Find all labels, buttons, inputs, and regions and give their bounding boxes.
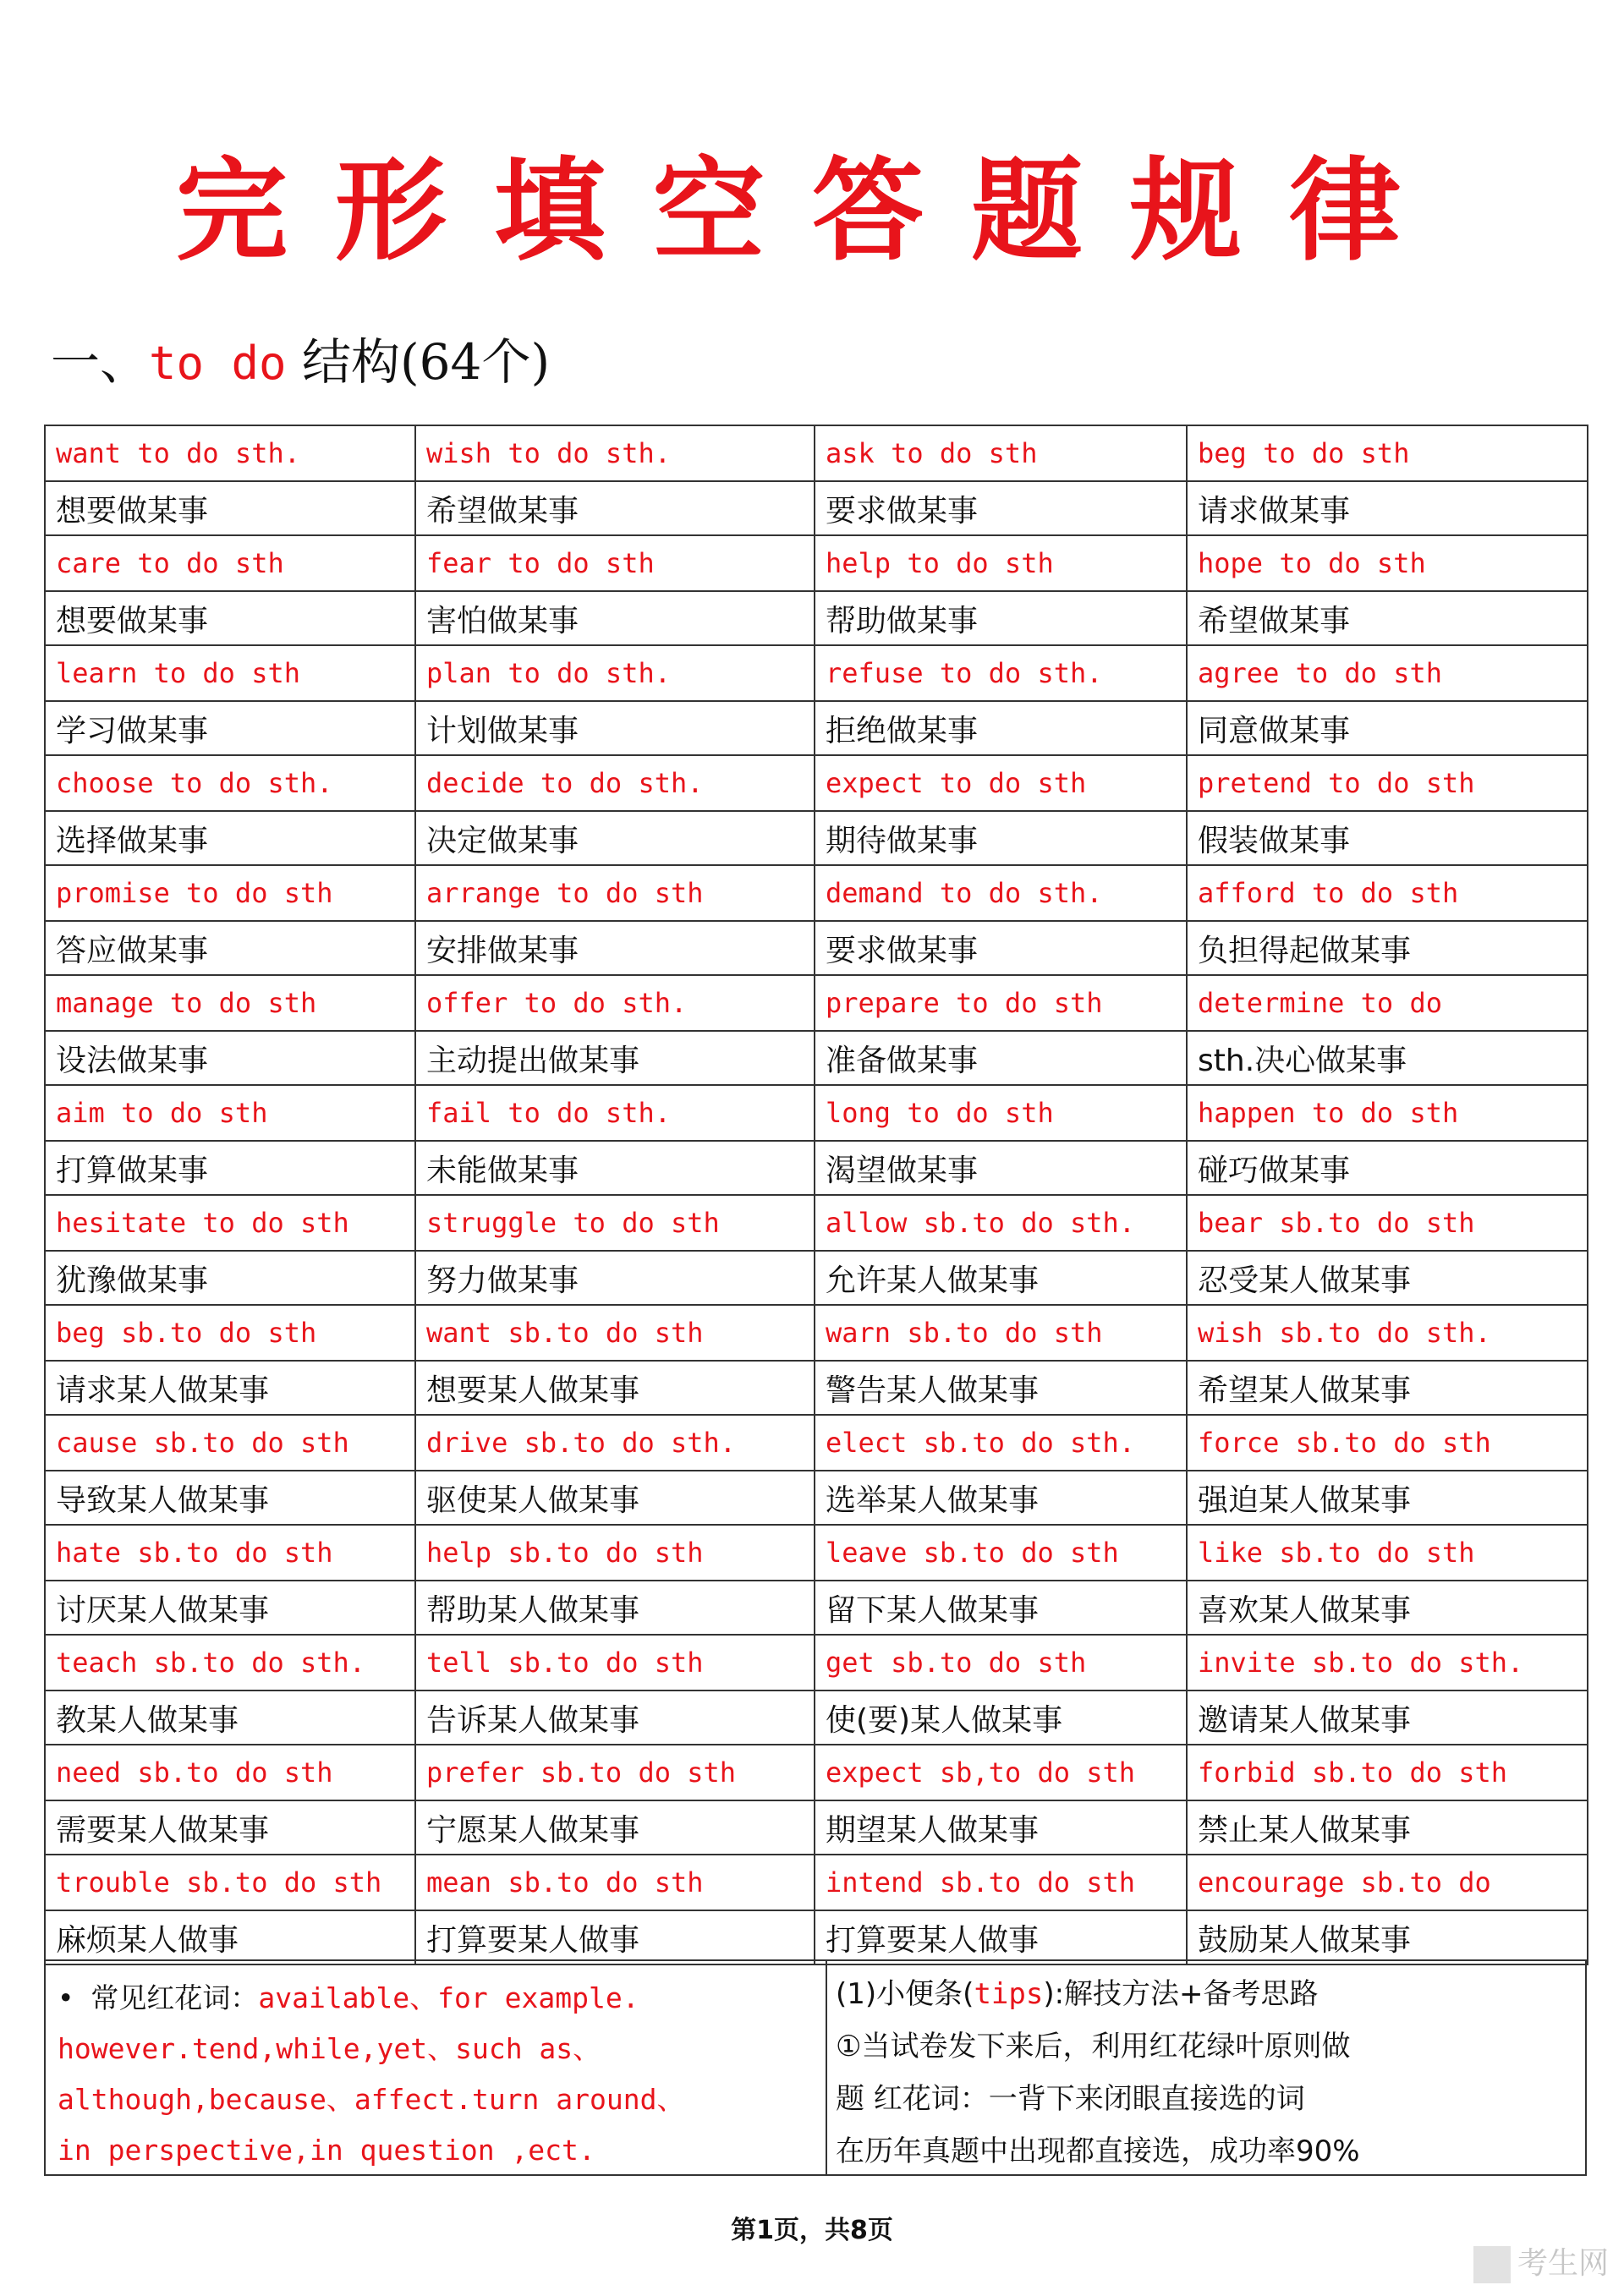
red-words-line-1: available、for example. bbox=[258, 1981, 639, 2014]
table-row-chinese bbox=[45, 1251, 1588, 1305]
phrase-chinese: 努力做某事 bbox=[415, 1251, 815, 1305]
phrase-english: long to do sth bbox=[815, 1085, 1187, 1141]
table-row-english bbox=[45, 535, 1588, 591]
phrase-chinese: 假装做某事 bbox=[1187, 811, 1588, 865]
phrase-chinese: 渴望做某事 bbox=[815, 1141, 1187, 1195]
phrase-english: invite sb.to do sth. bbox=[1187, 1635, 1588, 1690]
phrase-english: help to do sth bbox=[815, 535, 1187, 591]
phrase-chinese: 选举某人做某事 bbox=[815, 1471, 1187, 1525]
phrase-english: get sb.to do sth bbox=[815, 1635, 1187, 1690]
table-row-english bbox=[45, 755, 1588, 811]
phrase-english: teach sb.to do sth. bbox=[45, 1635, 415, 1690]
tips-line-3: 题 红花词：一背下来闭眼直接选的词 bbox=[836, 2082, 1305, 2116]
phrase-english: ask to do sth bbox=[815, 425, 1187, 481]
phrase-chinese: 想要做某事 bbox=[45, 591, 415, 645]
phrase-chinese: sth.决心做某事 bbox=[1187, 1031, 1588, 1085]
phrase-english: tell sb.to do sth bbox=[415, 1635, 815, 1690]
section-keyword: to do bbox=[149, 337, 287, 390]
phrase-english: wish to do sth. bbox=[415, 425, 815, 481]
phrase-english: beg sb.to do sth bbox=[45, 1305, 415, 1361]
phrase-english: prepare to do sth bbox=[815, 975, 1187, 1031]
phrase-chinese: 希望做某事 bbox=[415, 481, 815, 535]
phrase-chinese: 犹豫做某事 bbox=[45, 1251, 415, 1305]
table-row-chinese bbox=[45, 1141, 1588, 1195]
section-title: 结构(64个) bbox=[302, 333, 551, 391]
table-row-english bbox=[45, 645, 1588, 701]
table-row-english bbox=[45, 975, 1588, 1031]
phrase-chinese: 帮助做某事 bbox=[815, 591, 1187, 645]
table-row-chinese bbox=[45, 1690, 1588, 1745]
phrase-english: want sb.to do sth bbox=[415, 1305, 815, 1361]
phrase-english: agree to do sth bbox=[1187, 645, 1588, 701]
phrase-english: plan to do sth. bbox=[415, 645, 815, 701]
phrase-chinese: 未能做某事 bbox=[415, 1141, 815, 1195]
phrase-english: happen to do sth bbox=[1187, 1085, 1588, 1141]
phrase-english: promise to do sth bbox=[45, 865, 415, 921]
phrase-english: allow sb.to do sth. bbox=[815, 1195, 1187, 1251]
phrase-chinese: 导致某人做某事 bbox=[45, 1471, 415, 1525]
watermark-text: 考生网 bbox=[1517, 2246, 1610, 2281]
phrase-chinese: 讨厌某人做某事 bbox=[45, 1581, 415, 1635]
phrase-chinese: 警告某人做某事 bbox=[815, 1361, 1187, 1415]
phrase-chinese: 想要做某事 bbox=[45, 481, 415, 535]
phrase-chinese: 喜欢某人做某事 bbox=[1187, 1581, 1588, 1635]
phrase-chinese: 请求某人做某事 bbox=[45, 1361, 415, 1415]
tips-line-2: ①当试卷发下来后，利用红花绿叶原则做 bbox=[836, 2030, 1351, 2063]
phrase-chinese: 打算要某人做事 bbox=[815, 1910, 1187, 1964]
phrase-chinese: 希望做某事 bbox=[1187, 591, 1588, 645]
tips-keyword: tips bbox=[974, 1977, 1044, 2011]
page-number: 第1页，共8页 bbox=[731, 2216, 893, 2245]
phrase-english: drive sb.to do sth. bbox=[415, 1415, 815, 1471]
phrase-english: hope to do sth bbox=[1187, 535, 1588, 591]
table-row-english bbox=[45, 1635, 1588, 1690]
phrase-chinese: 期待做某事 bbox=[815, 811, 1187, 865]
phrase-chinese: 忍受某人做某事 bbox=[1187, 1251, 1588, 1305]
phrase-chinese: 打算要某人做事 bbox=[415, 1910, 815, 1964]
phrase-chinese: 帮助某人做某事 bbox=[415, 1581, 815, 1635]
bullet: • bbox=[58, 1981, 74, 2014]
phrase-english: intend sb.to do sth bbox=[815, 1855, 1187, 1910]
section-heading bbox=[51, 328, 550, 397]
phrase-english: want to do sth. bbox=[45, 425, 415, 481]
phrase-english: elect sb.to do sth. bbox=[815, 1415, 1187, 1471]
table-row-chinese bbox=[45, 1581, 1588, 1635]
phrase-chinese: 准备做某事 bbox=[815, 1031, 1187, 1085]
phrase-english: need sb.to do sth bbox=[45, 1745, 415, 1800]
phrase-english: arrange to do sth bbox=[415, 865, 815, 921]
phrase-english: cause sb.to do sth bbox=[45, 1415, 415, 1471]
phrase-english: refuse to do sth. bbox=[815, 645, 1187, 701]
watermark bbox=[1473, 2239, 1609, 2283]
phrase-english: expect sb,to do sth bbox=[815, 1745, 1187, 1800]
phrase-chinese: 强迫某人做某事 bbox=[1187, 1471, 1588, 1525]
table-row-chinese bbox=[45, 1031, 1588, 1085]
phrase-chinese: 打算做某事 bbox=[45, 1141, 415, 1195]
table-row-english bbox=[45, 1305, 1588, 1361]
phrase-english: hate sb.to do sth bbox=[45, 1525, 415, 1581]
phrase-chinese: 请求做某事 bbox=[1187, 481, 1588, 535]
table-row-english bbox=[45, 1415, 1588, 1471]
tips-line-4: 在历年真题中出现都直接选，成功率90% bbox=[836, 2134, 1360, 2168]
phrase-english: bear sb.to do sth bbox=[1187, 1195, 1588, 1251]
phrase-chinese: 留下某人做某事 bbox=[815, 1581, 1187, 1635]
phrase-chinese: 希望某人做某事 bbox=[1187, 1361, 1588, 1415]
phrase-chinese: 鼓励某人做某事 bbox=[1187, 1910, 1588, 1964]
phrase-chinese: 害怕做某事 bbox=[415, 591, 815, 645]
table-row-english bbox=[45, 1855, 1588, 1910]
phrase-english: offer to do sth. bbox=[415, 975, 815, 1031]
phrase-chinese: 同意做某事 bbox=[1187, 701, 1588, 755]
phrase-english: warn sb.to do sth bbox=[815, 1305, 1187, 1361]
red-words-line-4: in perspective,in question ,ect. bbox=[58, 2134, 595, 2167]
red-words-line-3: although,because、affect.turn around、 bbox=[58, 2083, 685, 2116]
phrase-chinese: 宁愿某人做某事 bbox=[415, 1800, 815, 1855]
table-row-chinese bbox=[45, 1471, 1588, 1525]
phrase-chinese: 要求做某事 bbox=[815, 921, 1187, 975]
table-row-english bbox=[45, 1195, 1588, 1251]
phrase-english: force sb.to do sth bbox=[1187, 1415, 1588, 1471]
phrase-chinese: 计划做某事 bbox=[415, 701, 815, 755]
phrase-english: determine to do bbox=[1187, 975, 1588, 1031]
table-row-chinese bbox=[45, 1800, 1588, 1855]
phrase-english: encourage sb.to do bbox=[1187, 1855, 1588, 1910]
phrase-chinese: 想要某人做某事 bbox=[415, 1361, 815, 1415]
phrase-chinese: 设法做某事 bbox=[45, 1031, 415, 1085]
phrase-chinese: 麻烦某人做事 bbox=[45, 1910, 415, 1964]
phrase-english: trouble sb.to do sth bbox=[45, 1855, 415, 1910]
red-words-label: 常见红花词： bbox=[91, 1981, 259, 2014]
phrase-english: forbid sb.to do sth bbox=[1187, 1745, 1588, 1800]
phrase-chinese: 主动提出做某事 bbox=[415, 1031, 815, 1085]
watermark-logo-icon bbox=[1473, 2246, 1511, 2283]
phrase-chinese: 允许某人做某事 bbox=[815, 1251, 1187, 1305]
phrase-english: learn to do sth bbox=[45, 645, 415, 701]
page-title: 完形填空答题规律 bbox=[176, 146, 1448, 277]
phrase-chinese: 期望某人做某事 bbox=[815, 1800, 1187, 1855]
phrase-chinese: 选择做某事 bbox=[45, 811, 415, 865]
phrase-english: choose to do sth. bbox=[45, 755, 415, 811]
table-row-english bbox=[45, 1085, 1588, 1141]
phrase-chinese: 使(要)某人做某事 bbox=[815, 1690, 1187, 1745]
phrase-chinese: 拒绝做某事 bbox=[815, 701, 1187, 755]
table-row-english bbox=[45, 865, 1588, 921]
phrase-english: afford to do sth bbox=[1187, 865, 1588, 921]
phrase-chinese: 教某人做某事 bbox=[45, 1690, 415, 1745]
phrase-english: care to do sth bbox=[45, 535, 415, 591]
phrase-chinese: 碰巧做某事 bbox=[1187, 1141, 1588, 1195]
table-row-chinese bbox=[45, 481, 1588, 535]
phrase-table bbox=[44, 425, 1588, 1965]
phrase-english: demand to do sth. bbox=[815, 865, 1187, 921]
phrase-chinese: 安排做某事 bbox=[415, 921, 815, 975]
red-words-note bbox=[46, 1961, 827, 2174]
table-row-chinese bbox=[45, 701, 1588, 755]
phrase-english: hesitate to do sth bbox=[45, 1195, 415, 1251]
phrase-english: expect to do sth bbox=[815, 755, 1187, 811]
phrase-chinese: 告诉某人做某事 bbox=[415, 1690, 815, 1745]
table-row-chinese bbox=[45, 811, 1588, 865]
phrase-english: help sb.to do sth bbox=[415, 1525, 815, 1581]
phrase-chinese: 驱使某人做某事 bbox=[415, 1471, 815, 1525]
phrase-english: beg to do sth bbox=[1187, 425, 1588, 481]
phrase-chinese: 学习做某事 bbox=[45, 701, 415, 755]
table-row-chinese bbox=[45, 921, 1588, 975]
red-words-line-2: however.tend,while,yet、such as、 bbox=[58, 2032, 601, 2065]
table-row-chinese bbox=[45, 1910, 1588, 1964]
phrase-english: pretend to do sth bbox=[1187, 755, 1588, 811]
phrase-english: fear to do sth bbox=[415, 535, 815, 591]
phrase-chinese: 邀请某人做某事 bbox=[1187, 1690, 1588, 1745]
phrase-chinese: 要求做某事 bbox=[815, 481, 1187, 535]
tips-line-1a: (1)小便条( bbox=[836, 1977, 974, 2011]
tips-line-1b: ):解技方法+备考思路 bbox=[1043, 1977, 1319, 2011]
phrase-english: aim to do sth bbox=[45, 1085, 415, 1141]
phrase-english: struggle to do sth bbox=[415, 1195, 815, 1251]
tips-note bbox=[827, 1961, 1587, 2174]
phrase-english: leave sb.to do sth bbox=[815, 1525, 1187, 1581]
table-row-chinese bbox=[45, 591, 1588, 645]
notes-box bbox=[44, 1959, 1587, 2176]
table-row-english bbox=[45, 1745, 1588, 1800]
table-row-chinese bbox=[45, 1361, 1588, 1415]
phrase-chinese: 答应做某事 bbox=[45, 921, 415, 975]
phrase-english: decide to do sth. bbox=[415, 755, 815, 811]
phrase-english: fail to do sth. bbox=[415, 1085, 815, 1141]
phrase-english: manage to do sth bbox=[45, 975, 415, 1031]
phrase-english: wish sb.to do sth. bbox=[1187, 1305, 1588, 1361]
phrase-english: like sb.to do sth bbox=[1187, 1525, 1588, 1581]
section-number: 一、 bbox=[51, 333, 150, 391]
phrase-chinese: 负担得起做某事 bbox=[1187, 921, 1588, 975]
phrase-english: mean sb.to do sth bbox=[415, 1855, 815, 1910]
phrase-english: prefer sb.to do sth bbox=[415, 1745, 815, 1800]
table-row-english bbox=[45, 425, 1588, 481]
phrase-chinese: 决定做某事 bbox=[415, 811, 815, 865]
table-row-english bbox=[45, 1525, 1588, 1581]
phrase-chinese: 禁止某人做某事 bbox=[1187, 1800, 1588, 1855]
phrase-chinese: 需要某人做某事 bbox=[45, 1800, 415, 1855]
